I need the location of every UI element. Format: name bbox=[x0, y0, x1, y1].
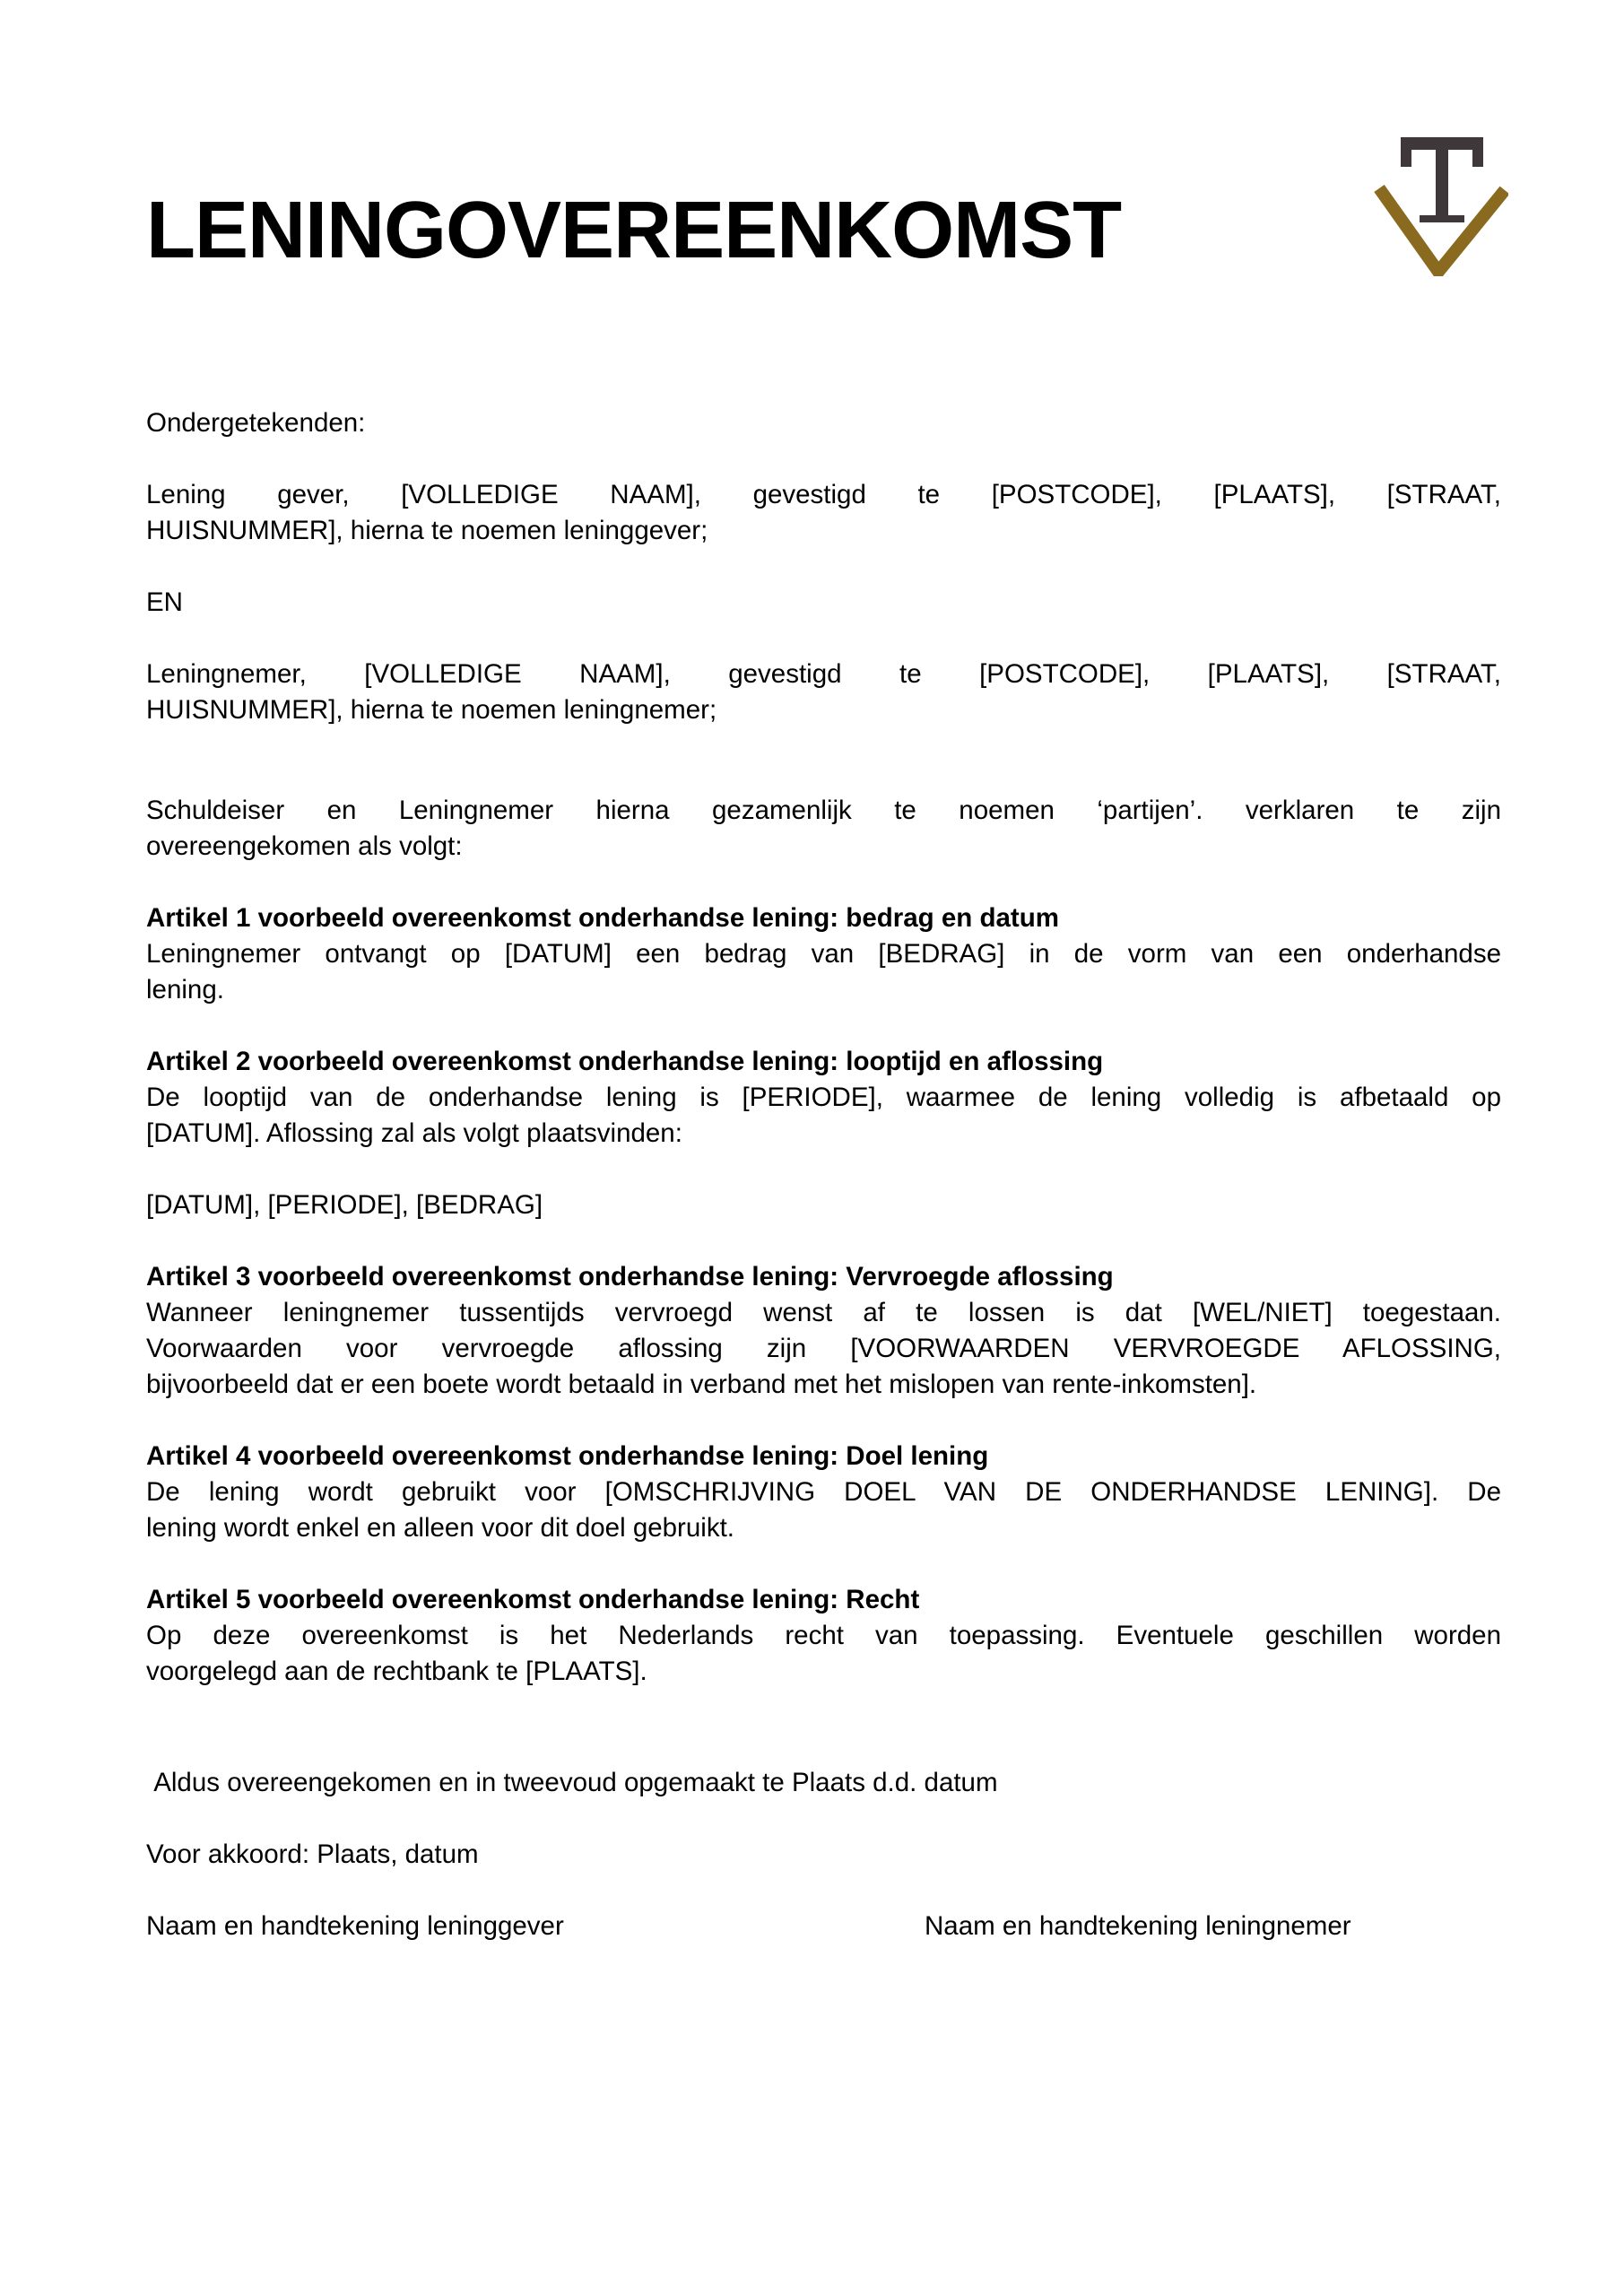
article-1-line-2: lening. bbox=[146, 975, 224, 1004]
opening-label: Ondergetekenden: bbox=[146, 408, 366, 438]
parties-line-1: Schuldeiser en Leningnemer hierna gezamenlijk te noemen ‘partijen’. verklaren te zijn bbox=[146, 796, 1501, 825]
agreement-closing-line: Aldus overeengekomen en in tweevoud opgemaakt te Plaats d.d. datum bbox=[146, 1768, 998, 1797]
article-3-heading: Artikel 3 voorbeeld overeenkomst onderhandse lening: Vervroegde aflossing bbox=[146, 1262, 1114, 1292]
signature-label-borrower: Naam en handtekening leningnemer bbox=[925, 1911, 1351, 1941]
article-4-line-1: De lening wordt gebruikt voor [OMSCHRIJVING DOEL VAN DE ONDERHANDSE LENING]. De bbox=[146, 1477, 1501, 1507]
parties-line-2: overeengekomen als volgt: bbox=[146, 831, 463, 861]
article-3 bbox=[146, 1259, 1501, 1403]
repayment-schedule-line: [DATUM], [PERIODE], [BEDRAG] bbox=[146, 1190, 543, 1220]
signature-label-lender: Naam en handtekening leninggever bbox=[146, 1911, 564, 1941]
article-5-line-1: Op deze overeenkomst is het Nederlands recht van toepassing. Eventuele geschillen worden bbox=[146, 1621, 1501, 1650]
document-body bbox=[146, 0, 1501, 1944]
conjunction-label: EN bbox=[146, 587, 183, 617]
article-3-line-2: Voorwaarden voor vervroegde aflossing zijn [VOORWAARDEN VERVROEGDE AFLOSSING, bbox=[146, 1334, 1501, 1363]
article-1-heading: Artikel 1 voorbeeld overeenkomst onderhandse lening: bedrag en datum bbox=[146, 903, 1059, 933]
article-4-heading: Artikel 4 voorbeeld overeenkomst onderhandse lening: Doel lening bbox=[146, 1441, 989, 1471]
article-1-line-1: Leningnemer ontvangt op [DATUM] een bedrag van [BEDRAG] in de vorm van een onderhandse bbox=[146, 939, 1501, 969]
borrower-line-1: Leningnemer, [VOLLEDIGE NAAM], gevestigd te [POSTCODE], [PLAATS], [STRAAT, bbox=[146, 659, 1501, 689]
approval-line: Voor akkoord: Plaats, datum bbox=[146, 1839, 479, 1869]
lender-paragraph bbox=[146, 477, 1501, 549]
article-1 bbox=[146, 900, 1501, 1008]
lender-line-1: Lening gever, [VOLLEDIGE NAAM], gevestigd te [POSTCODE], [PLAATS], [STRAAT, bbox=[146, 480, 1501, 509]
article-4 bbox=[146, 1439, 1501, 1546]
article-2-line-1: De looptijd van de onderhandse lening is [PERIODE], waarmee de lening volledig is afbetaald op bbox=[146, 1083, 1501, 1112]
article-4-line-2: lening wordt enkel en alleen voor dit doel gebruikt. bbox=[146, 1513, 734, 1543]
article-2 bbox=[146, 1044, 1501, 1152]
page-title: LENINGOVEREENKOMST bbox=[146, 186, 1122, 275]
article-2-heading: Artikel 2 voorbeeld overeenkomst onderhandse lening: looptijd en aflossing bbox=[146, 1047, 1104, 1076]
article-5-heading: Artikel 5 voorbeeld overeenkomst onderhandse lening: Recht bbox=[146, 1585, 920, 1614]
article-3-line-3: bijvoorbeeld dat er een boete wordt betaald in verband met het mislopen van rente-inkomsten]. bbox=[146, 1370, 1257, 1399]
signature-row bbox=[146, 1909, 1501, 1944]
article-2-line-2: [DATUM]. Aflossing zal als volgt plaatsvinden: bbox=[146, 1118, 682, 1148]
borrower-paragraph bbox=[146, 657, 1501, 728]
article-5 bbox=[146, 1582, 1501, 1690]
parties-paragraph bbox=[146, 793, 1501, 865]
lender-line-2: HUISNUMMER], hierna te noemen leninggever; bbox=[146, 516, 708, 545]
borrower-line-2: HUISNUMMER], hierna te noemen leningnemer; bbox=[146, 695, 717, 725]
article-3-line-1: Wanneer leningnemer tussentijds vervroegd wenst af te lossen is dat [WEL/NIET] toegestaan. bbox=[146, 1298, 1501, 1327]
article-5-line-2: voorgelegd aan de rechtbank te [PLAATS]. bbox=[146, 1657, 647, 1686]
